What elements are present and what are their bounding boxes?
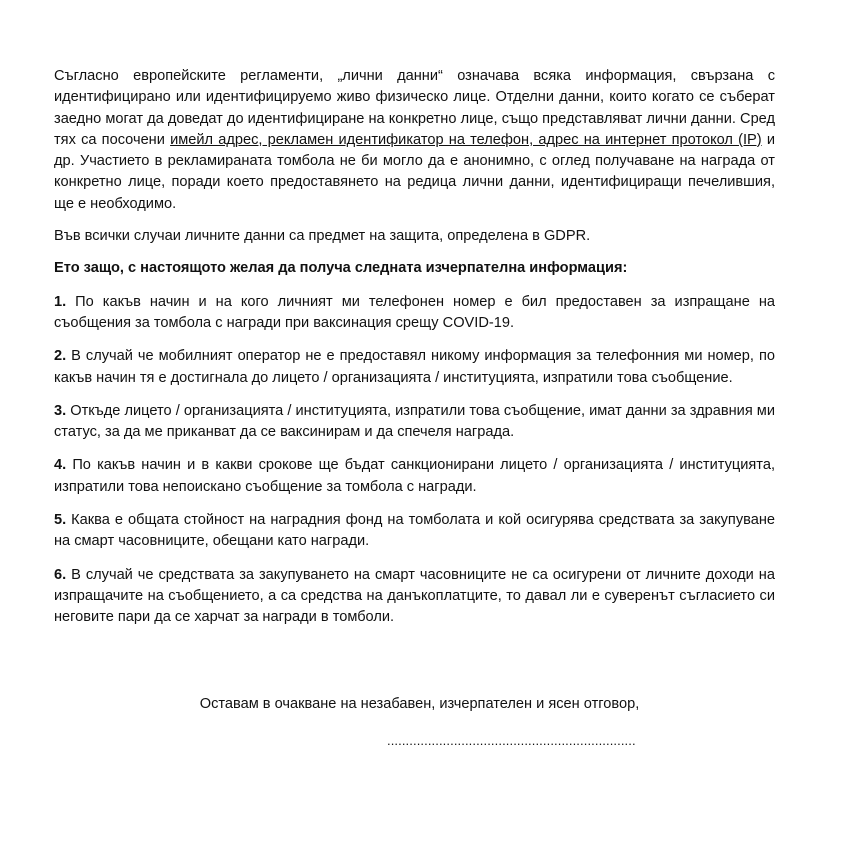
question-text: Откъде лицето / организацията / институцията, изпратили това съобщение, имат данни за здравния ми статус, за да ме приканват да се ваксинирам и да спечеля награда. bbox=[54, 402, 775, 441]
question-text: Каква е общата стойност на наградния фонд на томболата и кой осигурява средствата за закупуване на смарт часовниците, обещани като награди. bbox=[54, 512, 775, 550]
question-1 bbox=[54, 292, 775, 335]
closing-text: Оставам в очакване на незабавен, изчерпателен и ясен отговор, bbox=[199, 696, 640, 712]
question-number: 4. bbox=[54, 457, 67, 474]
question-2 bbox=[54, 346, 775, 389]
question-5 bbox=[54, 510, 775, 553]
signature-line: ................................................................... bbox=[387, 733, 636, 748]
intro-paragraph bbox=[54, 66, 775, 215]
gdpr-statement: Във всички случаи личните данни са предмет на защита, определена в GDPR. bbox=[54, 228, 591, 245]
closing-line bbox=[54, 694, 775, 715]
question-text: По какъв начин и на кого личният ми телефонен номер е бил предоставен за изпращане на съобщения за томбола с награди при ваксинация срещу COVID-19. bbox=[54, 293, 775, 331]
question-text: В случай че средствата за закупуването на смарт часовниците не са осигурени от личните доходи на изпращачите на съобщението, а са средства на данъкоплатците, то давал ли е суверенът съгласието си неговите пари да се харчат за награди в томболи. bbox=[54, 566, 775, 626]
question-4 bbox=[54, 455, 775, 498]
question-number: 1. bbox=[54, 293, 67, 310]
request-heading: Ето защо, с настоящото желая да получа следната изчерпателна информация: bbox=[54, 260, 628, 277]
question-number: 2. bbox=[54, 348, 67, 365]
intro-underlined-examples: имейл адрес, рекламен идентификатор на телефон, адрес на интернет протокол (IP) bbox=[170, 131, 762, 148]
question-text: В случай че мобилният оператор не е предоставял никому информация за телефонния ми номер, по какъв начин тя е достигнала до лицето / организацията / институцията, изпратили това съобщение. bbox=[54, 348, 775, 386]
intro-text-part2: и др. Участието в рекламираната томбола не би могло да е анонимно, с оглед получаване на награда от конкретно лице, поради което предоставянето на редица лични данни, идентифициращи печелившия, ще е необходимо. bbox=[54, 131, 775, 212]
intro-text-part1: Съгласно европейските регламенти, „лични данни“ означава всяка информация, свързана с идентифицирано или идентифицируемо живо физическо лице. Отделни данни, които когато се съберат заедно могат да доведат до идентифициране на конкретно лице, също представляват лични данни. Сред тях са посочени bbox=[54, 68, 775, 148]
question-3 bbox=[54, 401, 775, 444]
question-text: По какъв начин и в какви срокове ще бъдат санкционирани лицето / организацията / институцията, изпратили това непоискано съобщение за томбола с награди. bbox=[54, 457, 775, 495]
document-body bbox=[54, 66, 775, 748]
question-number: 3. bbox=[54, 402, 67, 419]
question-6 bbox=[54, 565, 775, 629]
question-number: 5. bbox=[54, 512, 67, 529]
question-number: 6. bbox=[54, 566, 67, 583]
